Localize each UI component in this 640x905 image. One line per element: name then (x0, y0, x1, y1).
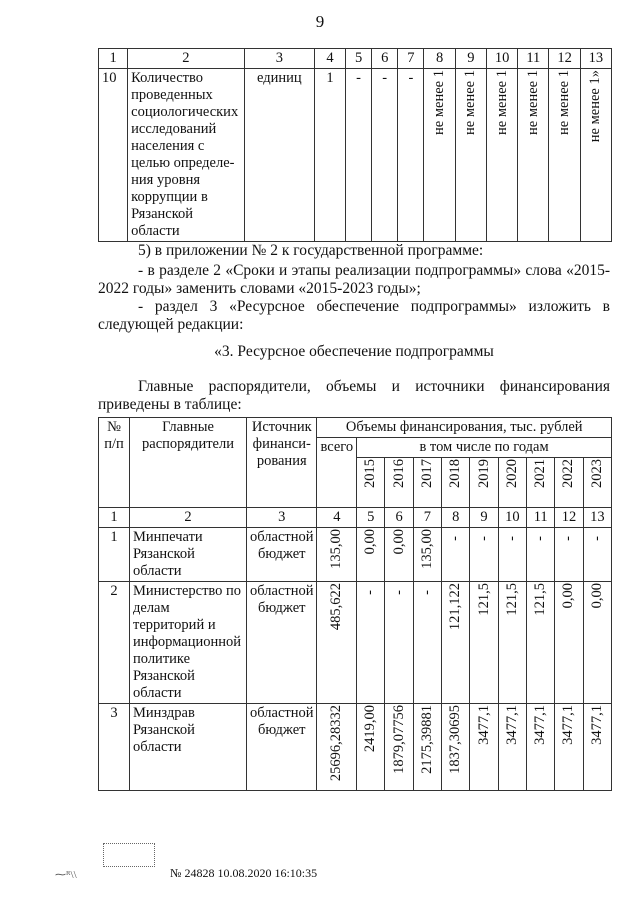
distributor-name: Министерство по делам территорий и информационной политике Рязанской области (130, 582, 247, 704)
year-label: 2021 (532, 459, 549, 488)
amount-cell (498, 704, 526, 791)
cell-text: не менее 1 (556, 70, 573, 135)
amount-cell (527, 528, 555, 582)
year-label: 2023 (588, 459, 605, 488)
year-header (498, 458, 526, 508)
paragraph: Главные распорядители, объемы и источники финансирования приведены в таблице: (98, 378, 610, 413)
amount-cell (317, 528, 357, 582)
amount-value: 485,622 (328, 583, 345, 631)
amount-value: - (532, 536, 549, 541)
amount-value: 3477,1 (560, 705, 577, 745)
year-label: 2017 (418, 459, 435, 488)
amount-cell (385, 704, 413, 791)
funding-table (98, 417, 612, 791)
column-number: 5 (346, 49, 372, 69)
column-number: 7 (398, 49, 424, 69)
year-header (527, 458, 555, 508)
amount-cell (555, 582, 583, 704)
amount-cell (527, 582, 555, 704)
amount-cell (527, 704, 555, 791)
amount-value: 121,122 (447, 583, 464, 631)
amount-value: 135,00 (328, 529, 345, 569)
year-label: 2018 (447, 459, 464, 488)
column-number: 6 (372, 49, 398, 69)
amount-cell (498, 582, 526, 704)
row-number: 3 (99, 704, 130, 791)
year-header (413, 458, 441, 508)
amount-cell (583, 704, 611, 791)
distributor-name: Минздрав Рязанской области (130, 704, 247, 791)
amount-cell (583, 528, 611, 582)
amount-value: 121,5 (532, 583, 549, 616)
amount-value: 2175,39881 (418, 705, 435, 774)
amount-value: 3477,1 (475, 705, 492, 745)
column-number: 10 (486, 49, 517, 69)
amount-value: 135,00 (418, 529, 435, 569)
amount-cell (357, 582, 385, 704)
table-cell (424, 69, 455, 242)
amount-cell (442, 528, 470, 582)
amount-cell (442, 582, 470, 704)
amount-cell (555, 704, 583, 791)
funding-source: областной бюджет (247, 704, 317, 791)
column-number: 9 (455, 49, 486, 69)
table-cell (244, 69, 314, 242)
cell-text: - (382, 70, 388, 86)
column-number: 13 (583, 508, 611, 528)
table-cell (398, 69, 424, 242)
column-number: 2 (130, 508, 247, 528)
amount-value: - (588, 536, 605, 541)
cell-text: единиц (256, 70, 302, 86)
year-label: 2022 (560, 459, 577, 488)
year-header (470, 458, 498, 508)
amount-value: 121,5 (503, 583, 520, 616)
cell-text: 10 (102, 70, 117, 86)
column-number: 8 (424, 49, 455, 69)
year-label: 2019 (475, 459, 492, 488)
table-header-row (99, 49, 612, 69)
col-total-header: всего (317, 438, 357, 508)
amount-cell (470, 582, 498, 704)
amount-value: - (390, 590, 407, 595)
table-cell (518, 69, 549, 242)
amount-value: 1879,07756 (390, 705, 407, 774)
cell-text: не менее 1» (587, 70, 604, 143)
row-number: 1 (99, 528, 130, 582)
year-label: 2015 (362, 459, 379, 488)
column-number: 5 (357, 508, 385, 528)
amount-value: - (560, 536, 577, 541)
cell-text: 1 (326, 70, 334, 86)
cell-text: - (408, 70, 414, 86)
paragraph: 5) в приложении № 2 к государственной программе: (138, 242, 484, 259)
amount-value: 0,00 (588, 583, 605, 609)
amount-cell (317, 582, 357, 704)
amount-value: 0,00 (560, 583, 577, 609)
amount-cell (413, 704, 441, 791)
table-cell (128, 69, 244, 242)
column-number: 11 (527, 508, 555, 528)
year-label: 2016 (390, 459, 407, 488)
year-header (442, 458, 470, 508)
cell-text: Количество проведенных социологических исследований населения с целью определе-ния уровня коррупции в Рязанской области (131, 70, 239, 239)
amount-cell (413, 582, 441, 704)
amount-value: - (475, 536, 492, 541)
amount-value: 3477,1 (532, 705, 549, 745)
amount-value: - (362, 590, 379, 595)
amount-value: - (418, 590, 435, 595)
column-number-row (99, 508, 612, 528)
table-cell (346, 69, 372, 242)
column-number: 7 (413, 508, 441, 528)
table-row (99, 528, 612, 582)
col-main-header: Главные распорядители (130, 418, 247, 508)
amount-value: - (503, 536, 520, 541)
funding-source: областной бюджет (247, 528, 317, 582)
column-number: 3 (247, 508, 317, 528)
amount-value: 3477,1 (503, 705, 520, 745)
column-number: 1 (99, 49, 128, 69)
column-number: 12 (555, 508, 583, 528)
amount-value: 2419,00 (362, 705, 379, 753)
table-row (99, 69, 612, 242)
amount-cell (583, 582, 611, 704)
amount-value: 0,00 (390, 529, 407, 555)
year-header (583, 458, 611, 508)
emblem-logo (103, 843, 155, 867)
amount-cell (317, 704, 357, 791)
amount-value: 25696,28332 (328, 705, 345, 782)
column-number: 9 (470, 508, 498, 528)
cell-text: не менее 1 (493, 70, 510, 135)
signature-mark: ⁓ᴿ\\ (55, 869, 77, 881)
table-cell (99, 69, 128, 242)
table-header-row (99, 418, 612, 438)
column-number: 12 (549, 49, 580, 69)
row-number: 2 (99, 582, 130, 704)
col-years-header: в том числе по годам (357, 438, 612, 458)
column-number: 4 (317, 508, 357, 528)
table-cell (372, 69, 398, 242)
cell-text: - (356, 70, 361, 86)
column-number: 1 (99, 508, 130, 528)
table-cell (549, 69, 580, 242)
amount-cell (498, 528, 526, 582)
amount-cell (385, 582, 413, 704)
amount-value: 121,5 (475, 583, 492, 616)
amount-cell (357, 528, 385, 582)
amount-cell (470, 704, 498, 791)
cell-text: не менее 1 (431, 70, 448, 135)
column-number: 4 (315, 49, 346, 69)
amount-value: 3477,1 (588, 705, 605, 745)
col-num-header: № п/п (99, 418, 130, 508)
page-number: 9 (315, 12, 325, 31)
funding-source: областной бюджет (247, 582, 317, 704)
paragraph: - раздел 3 «Ресурсное обеспечение подпрограммы» изложить в следующей редакции: (98, 298, 610, 333)
amount-cell (413, 528, 441, 582)
table-cell (580, 69, 611, 242)
column-number: 2 (128, 49, 244, 69)
amount-cell (442, 704, 470, 791)
amount-cell (555, 528, 583, 582)
amount-cell (470, 528, 498, 582)
year-label: 2020 (503, 459, 520, 488)
paragraph: - в разделе 2 «Сроки и этапы реализации подпрограммы» слова «2015-2022 годы» заменить словами «2015-2023 годы»; (98, 262, 610, 297)
indicator-table (98, 48, 612, 242)
year-header (357, 458, 385, 508)
column-number: 3 (244, 49, 314, 69)
cell-text: не менее 1 (462, 70, 479, 135)
column-number: 11 (518, 49, 549, 69)
section-heading: «3. Ресурсное обеспечение подпрограммы (214, 343, 494, 360)
table-row (99, 704, 612, 791)
amount-cell (385, 528, 413, 582)
column-number: 8 (442, 508, 470, 528)
column-number: 6 (385, 508, 413, 528)
col-volume-header: Объемы финансирования, тыс. рублей (317, 418, 612, 438)
table-cell (455, 69, 486, 242)
amount-value: - (447, 536, 464, 541)
distributor-name: Минпечати Рязанской области (130, 528, 247, 582)
col-source-header: Источник финанси-рования (247, 418, 317, 508)
amount-cell (357, 704, 385, 791)
table-cell (315, 69, 346, 242)
year-header (555, 458, 583, 508)
amount-value: 0,00 (362, 529, 379, 555)
table-row (99, 582, 612, 704)
column-number: 10 (498, 508, 526, 528)
year-header (385, 458, 413, 508)
registration-stamp: № 24828 10.08.2020 16:10:35 (170, 866, 318, 880)
cell-text: не менее 1 (524, 70, 541, 135)
amount-value: 1837,30695 (447, 705, 464, 774)
column-number: 13 (580, 49, 611, 69)
table-cell (486, 69, 517, 242)
